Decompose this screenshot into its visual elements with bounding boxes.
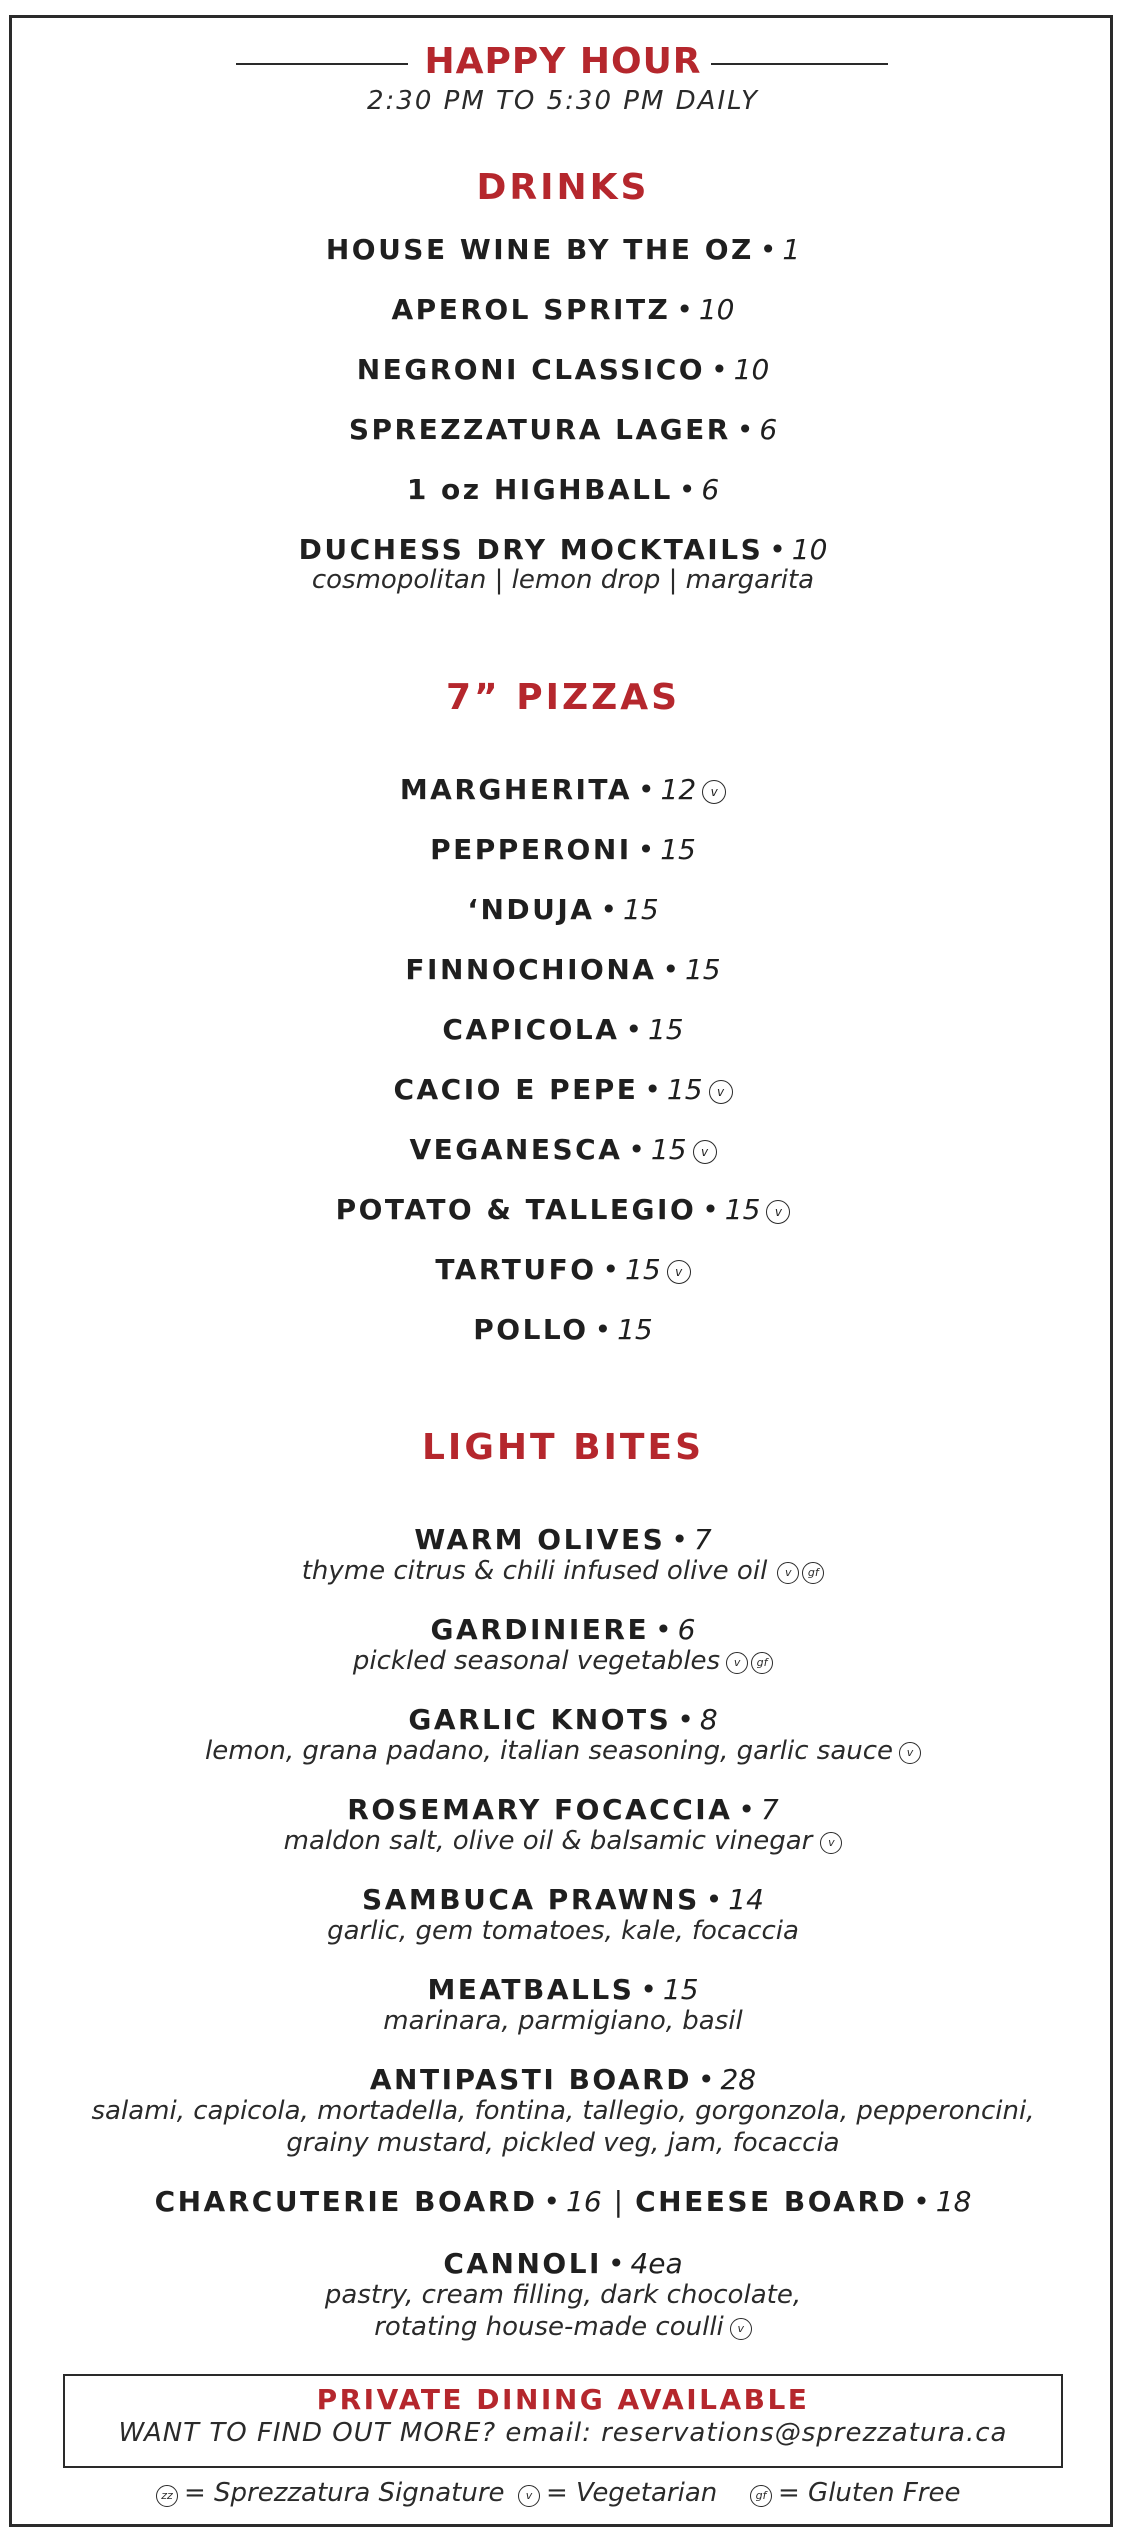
vegetarian-icon: v <box>702 780 726 804</box>
signature-icon: zz <box>156 2485 178 2507</box>
item-name: ROSEMARY FOCACCIA <box>347 1793 733 1826</box>
item-price: 15 <box>684 953 721 986</box>
bullet: • <box>702 1193 719 1226</box>
item-name: MARGHERITA <box>399 773 633 806</box>
item-name: WARM OLIVES <box>414 1523 666 1556</box>
vegetarian-icon: v <box>820 1832 842 1854</box>
item-price: 18 <box>935 2185 972 2218</box>
item-name: ‘NDUJA <box>467 893 595 926</box>
item-price: 6 <box>701 473 720 506</box>
menu-item <box>0 1794 1126 1826</box>
item-name: ANTIPASTI BOARD <box>369 2063 692 2096</box>
legend-gluten-free-label: = Gluten Free <box>778 2478 961 2508</box>
drinks-title: DRINKS <box>476 167 650 208</box>
item-name: CACIO E PEPE <box>393 1073 639 1106</box>
menu-item <box>0 894 1126 926</box>
item-price: 10 <box>698 293 735 326</box>
item-name: DUCHESS DRY MOCKTAILS <box>298 533 764 566</box>
item-price: 7 <box>760 1793 779 1826</box>
menu-item <box>0 414 1126 446</box>
bullet: • <box>600 893 617 926</box>
gluten-free-icon: gf <box>751 1652 773 1674</box>
menu-item <box>0 2064 1126 2096</box>
item-price: 8 <box>699 1703 718 1736</box>
vegetarian-icon: v <box>777 1562 799 1584</box>
bullet: • <box>637 833 655 866</box>
item-price: 15 <box>623 893 659 926</box>
bullet: • <box>655 1613 672 1646</box>
item-name: NEGRONI CLASSICO <box>356 353 706 386</box>
bullet: • <box>594 1313 612 1346</box>
item-description-text: pickled seasonal vegetables <box>352 1646 721 1676</box>
item-price: 7 <box>693 1523 712 1556</box>
item-price: 15 <box>625 1253 661 1286</box>
bullet: • <box>705 1883 723 1916</box>
gluten-free-icon: gf <box>750 2485 772 2507</box>
menu-item <box>0 834 1126 866</box>
item-name: SAMBUCA PRAWNS <box>362 1883 700 1916</box>
item-description <box>0 1646 1126 1676</box>
item-price: 1 <box>782 233 801 266</box>
bullet: • <box>671 1523 688 1556</box>
menu-item <box>0 1884 1126 1916</box>
item-price: 15 <box>647 1013 684 1046</box>
bullet: • <box>678 473 696 506</box>
menu-item <box>0 1194 1126 1226</box>
item-name: GARLIC KNOTS <box>408 1703 672 1736</box>
item-name: CHEESE BOARD <box>635 2185 908 2218</box>
item-name: MEATBALLS <box>427 1973 635 2006</box>
bullet: • <box>677 1703 694 1736</box>
item-name: GARDINIERE <box>430 1613 650 1646</box>
item-description <box>0 1736 1126 1766</box>
legend-signature <box>156 2478 505 2508</box>
bullet: • <box>676 293 693 326</box>
vegetarian-icon: v <box>709 1080 733 1104</box>
menu-item <box>0 1254 1126 1286</box>
item-price: 12 <box>660 773 697 806</box>
happy-hour-title: HAPPY HOUR <box>424 41 702 82</box>
menu-item <box>0 2248 1126 2280</box>
item-price: 6 <box>759 413 778 446</box>
vegetarian-icon: v <box>726 1652 748 1674</box>
item-description-text: lemon, grana padano, italian seasoning, garlic sauce <box>204 1736 894 1766</box>
vegetarian-icon: v <box>518 2485 540 2507</box>
separator: | <box>613 2185 624 2218</box>
item-description <box>0 2312 1126 2342</box>
vegetarian-icon: v <box>766 1200 790 1224</box>
item-description-text: maldon salt, olive oil & balsamic vinegar <box>283 1826 813 1856</box>
bullet: • <box>662 953 679 986</box>
menu-item <box>0 1134 1126 1166</box>
light-bites-title: LIGHT BITES <box>421 1427 704 1468</box>
item-name: TARTUFO <box>435 1253 597 1286</box>
menu-item <box>0 954 1126 986</box>
item-name: POTATO & TALLEGIO <box>335 1193 697 1226</box>
item-price: 15 <box>617 1313 653 1346</box>
item-description-text: thyme citrus & chili infused olive oil <box>301 1556 768 1586</box>
menu-item <box>0 1974 1126 2006</box>
item-name: CHARCUTERIE BOARD <box>154 2185 538 2218</box>
bullet: • <box>913 2185 930 2218</box>
item-name: FINNOCHIONA <box>405 953 657 986</box>
bullet: • <box>697 2063 715 2096</box>
pizzas-title: 7” PIZZAS <box>445 677 681 718</box>
item-name: HOUSE WINE BY THE OZ <box>325 233 754 266</box>
menu-item <box>0 474 1126 506</box>
menu-item <box>0 2186 1126 2218</box>
bullet: • <box>607 2247 625 2280</box>
menu-item <box>0 534 1126 566</box>
item-description: cosmopolitan | lemon drop | margarita <box>311 565 815 595</box>
legend-gluten-free <box>750 2478 960 2508</box>
vegetarian-icon: v <box>899 1742 921 1764</box>
item-description: garlic, gem tomatoes, kale, focaccia <box>327 1916 799 1946</box>
item-price: 16 <box>566 2185 602 2218</box>
vegetarian-icon: v <box>730 2318 752 2340</box>
item-description <box>0 1826 1126 1856</box>
item-price: 6 <box>677 1613 696 1646</box>
item-name: SPREZZATURA LAGER <box>348 413 731 446</box>
bullet: • <box>638 773 655 806</box>
legend-vegetarian <box>518 2478 717 2508</box>
private-dining-text: WANT TO FIND OUT MORE? email: reservations@sprezzatura.ca <box>118 2418 1008 2448</box>
item-name: PEPPERONI <box>430 833 632 866</box>
item-price: 10 <box>791 533 828 566</box>
item-name: CAPICOLA <box>442 1013 620 1046</box>
bullet: • <box>769 533 786 566</box>
bullet: • <box>640 1973 657 2006</box>
item-description: marinara, parmigiano, basil <box>383 2006 743 2036</box>
menu-item <box>0 354 1126 386</box>
private-dining-title: PRIVATE DINING AVAILABLE <box>316 2383 810 2416</box>
item-description: grainy mustard, pickled veg, jam, focaccia <box>286 2128 840 2158</box>
menu-item <box>0 1704 1126 1736</box>
item-price: 15 <box>660 833 696 866</box>
menu-item <box>0 234 1126 266</box>
bullet: • <box>759 233 777 266</box>
bullet: • <box>711 353 728 386</box>
item-name: POLLO <box>473 1313 589 1346</box>
item-name: 1 oz HIGHBALL <box>406 473 673 506</box>
item-description-text: rotating house-made coulli <box>374 2312 724 2342</box>
item-description <box>0 1556 1126 1586</box>
item-price: 10 <box>733 353 770 386</box>
vegetarian-icon: v <box>667 1260 691 1284</box>
item-price: 15 <box>724 1193 761 1226</box>
bullet: • <box>625 1013 642 1046</box>
item-price: 4ea <box>630 2247 683 2280</box>
bullet: • <box>543 2185 561 2218</box>
legend-vegetarian-label: = Vegetarian <box>546 2478 718 2508</box>
menu-item <box>0 774 1126 806</box>
item-price: 28 <box>720 2063 757 2096</box>
menu-item <box>0 1524 1126 1556</box>
item-price: 15 <box>666 1073 703 1106</box>
happy-hour-time: 2:30 PM TO 5:30 PM DAILY <box>366 86 760 116</box>
item-name: VEGANESCA <box>409 1133 623 1166</box>
bullet: • <box>628 1133 645 1166</box>
item-name: APEROL SPRITZ <box>391 293 671 326</box>
bullet: • <box>736 413 754 446</box>
bullet: • <box>602 1253 620 1286</box>
item-price: 15 <box>662 1973 699 2006</box>
menu-item <box>0 1074 1126 1106</box>
legend-signature-label: = Sprezzatura Signature <box>184 2478 505 2508</box>
vegetarian-icon: v <box>693 1140 717 1164</box>
bullet: • <box>738 1793 755 1826</box>
item-description: pastry, cream filling, dark chocolate, <box>324 2280 802 2310</box>
item-description: salami, capicola, mortadella, fontina, tallegio, gorgonzola, pepperoncini, <box>91 2096 1035 2126</box>
item-price: 15 <box>650 1133 687 1166</box>
item-price: 14 <box>728 1883 764 1916</box>
gluten-free-icon: gf <box>802 1562 824 1584</box>
item-name: CANNOLI <box>443 2247 602 2280</box>
menu-item <box>0 1314 1126 1346</box>
menu-item <box>0 1014 1126 1046</box>
menu-item <box>0 294 1126 326</box>
menu-item <box>0 1614 1126 1646</box>
bullet: • <box>644 1073 661 1106</box>
